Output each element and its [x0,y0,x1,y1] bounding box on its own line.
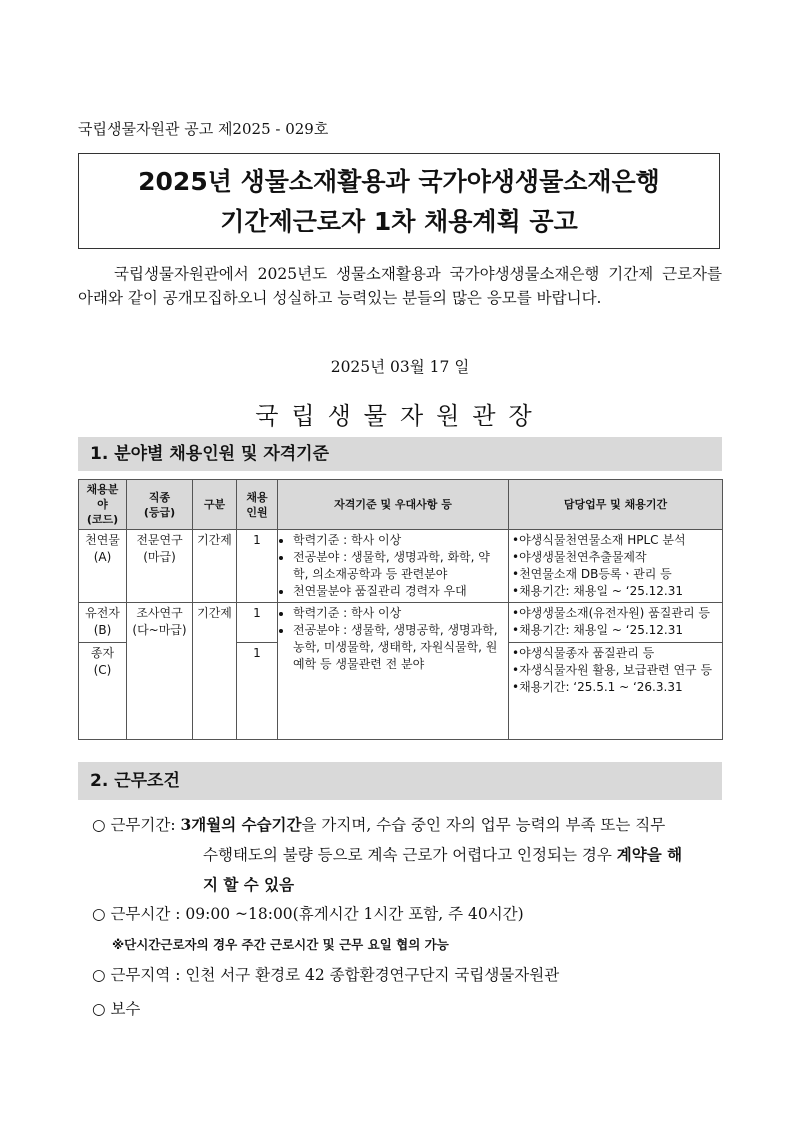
duty-item: •야생생물소재(유전자원) 품질관리 등 [512,606,710,620]
duty-item: •야생식물천연물소재 HPLC 분석 [512,533,686,547]
title-line1: 2025년 생물소재활용과 국가야생생물소재은행 [138,167,660,196]
field: 천연물 [85,533,120,547]
condition-location: ○ 근무지역 : 인천 서구 환경로 42 종합환경연구단지 국립생물자원관 [92,966,560,984]
table-row [79,530,723,603]
header-duty: 담당업무 및 채용기간 [509,480,723,530]
probation-text: 3개월의 수습기간 [180,815,302,834]
field: 종자 [90,646,115,660]
duty-item: •채용기간: ‘25.5.1 ~ ‘26.3.31 [512,680,683,694]
intro-paragraph: 국립생물자원관에서 2025년도 생물소재활용과 국가야생생물소재은행 기간제 근로자를 아래와 같이 공개모집하오니 성실하고 능력있는 분들의 많은 응모를 바랍니다. [78,265,722,307]
count: 1 [237,530,278,603]
code: (A) [93,550,112,564]
period-label: ○ 근무기간: [92,816,181,834]
field: 유전자 [85,606,120,620]
count: 1 [237,643,278,740]
announcement-date: 2025년 03월 17 일 [330,358,470,376]
duty-item: •야생식물종자 품질관리 등 [512,646,655,660]
qual-item: • 학력기준 : 학사 이상 [293,532,505,549]
grade: (마급) [143,550,176,564]
section-header-1: 1. 분야별 채용인원 및 자격기준 [78,437,722,471]
organization-name: 국립생물자원관장 [255,402,545,430]
notice-number: 국립생물자원관 공고 제2025 - 029호 [78,120,329,138]
count: 1 [237,603,278,643]
grade: (다~마급) [132,623,187,637]
code: (C) [93,663,112,677]
qual-item: • 전공분야 : 생물학, 생명과학, 화학, 약학, 의소재공학과 등 관련분야 [293,549,505,583]
header-qualification: 자격기준 및 우대사항 등 [278,480,509,530]
job: 조사연구 [136,606,183,620]
job: 전문연구 [136,533,183,547]
duty-item: •채용기간: 채용일 ~ ‘25.12.31 [512,623,684,637]
title-line2: 기간제근로자 1차 채용계획 공고 [220,207,578,236]
header-type: 구분 [193,480,237,530]
condition-pay: ○ 보수 [92,1000,141,1018]
header-job: 직종 (등급) [127,480,193,530]
qual-item: • 천연물분야 품질관리 경력자 우대 [293,583,505,600]
condition-period [92,810,728,900]
table-header-row [79,480,723,530]
part-time-note: ※단시간근로자의 경우 주간 근로시간 및 근무 요일 협의 가능 [112,937,449,952]
qual-item: • 학력기준 : 학사 이상 [293,605,505,622]
code: (B) [93,623,112,637]
section-header-2: 2. 근무조건 [78,762,722,800]
period-line3 [92,870,728,900]
type: 기간제 [193,530,237,603]
period-text2: 수행태도의 불량 등으로 계속 근로가 어렵다고 인정되는 경우 [203,846,617,864]
recruitment-table [78,479,723,740]
period-line2 [92,840,728,870]
termination-text2: 지 할 수 있음 [203,875,295,894]
header-field: 채용분야 (코드) [79,480,127,530]
condition-hours: ○ 근무시간 : 09:00 ~18:00(휴게시간 1시간 포함, 주 40시간) [92,905,524,923]
qual-item: • 전공분야 : 생물학, 생명공학, 생명과학, 농학, 미생물학, 생태학, 자원식물학, 원예학 등 생물관련 전 분야 [293,622,505,673]
duty-item: •자생식물자원 활용, 보급관련 연구 등 [512,663,713,677]
type: 기간제 [193,603,237,740]
period-text: 을 가지며, 수습 중인 자의 업무 능력의 부족 또는 직무 [301,816,666,834]
header-count: 채용 인원 [237,480,278,530]
duty-item: •천연물소재 DB등록ㆍ관리 등 [512,567,672,581]
termination-text: 계약을 해 [616,845,683,864]
duty-item: •채용기간: 채용일 ~ ‘25.12.31 [512,584,684,598]
title-box [78,153,720,249]
duty-item: •야생생물천연추출물제작 [512,550,647,564]
table-row [79,603,723,643]
